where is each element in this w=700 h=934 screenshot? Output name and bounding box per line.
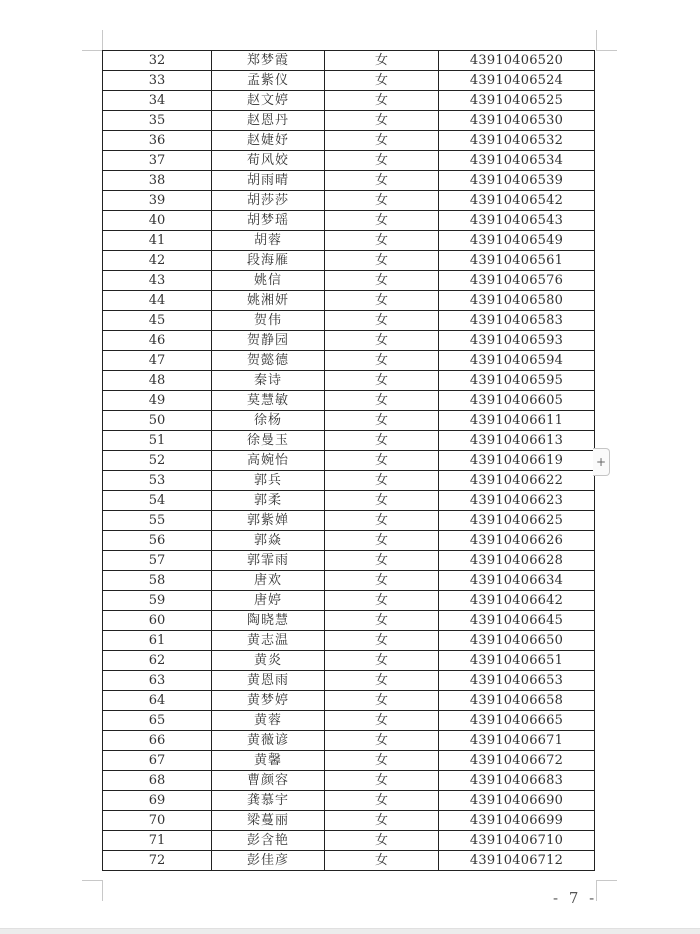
workspace-bottom-edge bbox=[0, 928, 700, 934]
table-row bbox=[103, 751, 595, 771]
id-number-cell[interactable]: 43910406594 bbox=[439, 351, 595, 371]
row-number-cell[interactable]: 39 bbox=[103, 191, 212, 211]
row-number-cell[interactable]: 37 bbox=[103, 151, 212, 171]
gender-cell[interactable]: 女 bbox=[325, 451, 439, 471]
row-number-cell[interactable]: 51 bbox=[103, 431, 212, 451]
gender-cell[interactable]: 女 bbox=[325, 631, 439, 651]
table-row bbox=[103, 191, 595, 211]
name-cell[interactable]: 郭紫婵 bbox=[212, 511, 325, 531]
row-number-cell[interactable]: 55 bbox=[103, 511, 212, 531]
table-row bbox=[103, 671, 595, 691]
id-number-cell[interactable]: 43910406520 bbox=[439, 51, 595, 71]
table-row bbox=[103, 171, 595, 191]
id-number-cell[interactable]: 43910406583 bbox=[439, 311, 595, 331]
name-cell[interactable]: 郭柔 bbox=[212, 491, 325, 511]
row-number-cell[interactable]: 62 bbox=[103, 651, 212, 671]
name-cell[interactable]: 胡蓉 bbox=[212, 231, 325, 251]
name-cell[interactable]: 陶晓慧 bbox=[212, 611, 325, 631]
row-number-cell[interactable]: 44 bbox=[103, 291, 212, 311]
table-row bbox=[103, 471, 595, 491]
name-cell[interactable]: 曹颜容 bbox=[212, 771, 325, 791]
name-cell[interactable]: 彭含艳 bbox=[212, 831, 325, 851]
table-row bbox=[103, 551, 595, 571]
id-number-cell[interactable]: 43910406543 bbox=[439, 211, 595, 231]
id-number-cell[interactable]: 43910406672 bbox=[439, 751, 595, 771]
gender-cell[interactable]: 女 bbox=[325, 591, 439, 611]
plus-icon: + bbox=[595, 455, 607, 469]
id-number-cell[interactable]: 43910406665 bbox=[439, 711, 595, 731]
row-number-cell[interactable]: 35 bbox=[103, 111, 212, 131]
name-cell[interactable]: 秦诗 bbox=[212, 371, 325, 391]
id-number-cell[interactable]: 43910406650 bbox=[439, 631, 595, 651]
gender-cell[interactable]: 女 bbox=[325, 851, 439, 871]
name-cell[interactable]: 郭霏雨 bbox=[212, 551, 325, 571]
gender-cell[interactable]: 女 bbox=[325, 831, 439, 851]
gender-cell[interactable]: 女 bbox=[325, 511, 439, 531]
id-number-cell[interactable]: 43910406623 bbox=[439, 491, 595, 511]
table-row bbox=[103, 331, 595, 351]
id-number-cell[interactable]: 43910406619 bbox=[439, 451, 595, 471]
margin-corner-top-right bbox=[596, 30, 617, 51]
id-number-cell[interactable]: 43910406712 bbox=[439, 851, 595, 871]
table-row bbox=[103, 771, 595, 791]
row-number-cell[interactable]: 68 bbox=[103, 771, 212, 791]
id-number-cell[interactable]: 43910406525 bbox=[439, 91, 595, 111]
gender-cell[interactable]: 女 bbox=[325, 751, 439, 771]
id-number-cell[interactable]: 43910406532 bbox=[439, 131, 595, 151]
name-cell[interactable]: 黄蓉 bbox=[212, 711, 325, 731]
name-cell[interactable]: 唐欢 bbox=[212, 571, 325, 591]
table-row bbox=[103, 151, 595, 171]
table-row bbox=[103, 611, 595, 631]
gender-cell[interactable]: 女 bbox=[325, 351, 439, 371]
table-row bbox=[103, 311, 595, 331]
table-row bbox=[103, 591, 595, 611]
name-cell[interactable]: 徐曼玉 bbox=[212, 431, 325, 451]
table-row bbox=[103, 651, 595, 671]
row-number-cell[interactable]: 57 bbox=[103, 551, 212, 571]
table-row bbox=[103, 251, 595, 271]
row-number-cell[interactable]: 67 bbox=[103, 751, 212, 771]
row-number-cell[interactable]: 43 bbox=[103, 271, 212, 291]
table-row bbox=[103, 371, 595, 391]
id-number-cell[interactable]: 43910406651 bbox=[439, 651, 595, 671]
gender-cell[interactable]: 女 bbox=[325, 671, 439, 691]
id-number-cell[interactable]: 43910406653 bbox=[439, 671, 595, 691]
row-number-cell[interactable]: 40 bbox=[103, 211, 212, 231]
id-number-cell[interactable]: 43910406625 bbox=[439, 511, 595, 531]
gender-cell[interactable]: 女 bbox=[325, 211, 439, 231]
name-cell[interactable]: 黄馨 bbox=[212, 751, 325, 771]
id-number-cell[interactable]: 43910406542 bbox=[439, 191, 595, 211]
row-number-cell[interactable]: 45 bbox=[103, 311, 212, 331]
row-number-cell[interactable]: 33 bbox=[103, 71, 212, 91]
name-cell[interactable]: 赵文婷 bbox=[212, 91, 325, 111]
name-cell[interactable]: 黄恩雨 bbox=[212, 671, 325, 691]
table-row bbox=[103, 811, 595, 831]
id-number-cell[interactable]: 43910406530 bbox=[439, 111, 595, 131]
gender-cell[interactable]: 女 bbox=[325, 431, 439, 451]
name-cell[interactable]: 段海雁 bbox=[212, 251, 325, 271]
name-cell[interactable]: 姚信 bbox=[212, 271, 325, 291]
gender-cell[interactable]: 女 bbox=[325, 231, 439, 251]
gender-cell[interactable]: 女 bbox=[325, 151, 439, 171]
row-number-cell[interactable]: 56 bbox=[103, 531, 212, 551]
id-number-cell[interactable]: 43910406595 bbox=[439, 371, 595, 391]
table-row bbox=[103, 831, 595, 851]
gender-cell[interactable]: 女 bbox=[325, 791, 439, 811]
table-row bbox=[103, 51, 595, 71]
name-cell[interactable]: 胡莎莎 bbox=[212, 191, 325, 211]
margin-corner-bottom-left bbox=[82, 880, 103, 901]
id-number-cell[interactable]: 43910406576 bbox=[439, 271, 595, 291]
table-row bbox=[103, 791, 595, 811]
row-number-cell[interactable]: 49 bbox=[103, 391, 212, 411]
name-cell[interactable]: 郭焱 bbox=[212, 531, 325, 551]
row-number-cell[interactable]: 50 bbox=[103, 411, 212, 431]
table-row bbox=[103, 91, 595, 111]
gender-cell[interactable]: 女 bbox=[325, 91, 439, 111]
name-cell[interactable]: 黄炎 bbox=[212, 651, 325, 671]
id-number-cell[interactable]: 43910406645 bbox=[439, 611, 595, 631]
row-number-cell[interactable]: 72 bbox=[103, 851, 212, 871]
row-number-cell[interactable]: 59 bbox=[103, 591, 212, 611]
id-number-cell[interactable]: 43910406642 bbox=[439, 591, 595, 611]
table-row bbox=[103, 211, 595, 231]
gender-cell[interactable]: 女 bbox=[325, 651, 439, 671]
row-number-cell[interactable]: 69 bbox=[103, 791, 212, 811]
name-cell[interactable]: 贺静园 bbox=[212, 331, 325, 351]
row-number-cell[interactable]: 61 bbox=[103, 631, 212, 651]
gender-cell[interactable]: 女 bbox=[325, 711, 439, 731]
gender-cell[interactable]: 女 bbox=[325, 771, 439, 791]
name-cell[interactable]: 荀风姣 bbox=[212, 151, 325, 171]
row-number-cell[interactable]: 58 bbox=[103, 571, 212, 591]
table-row bbox=[103, 391, 595, 411]
table-row bbox=[103, 511, 595, 531]
gender-cell[interactable]: 女 bbox=[325, 371, 439, 391]
id-number-cell[interactable]: 43910406622 bbox=[439, 471, 595, 491]
row-number-cell[interactable]: 66 bbox=[103, 731, 212, 751]
gender-cell[interactable]: 女 bbox=[325, 271, 439, 291]
gender-cell[interactable]: 女 bbox=[325, 611, 439, 631]
table-row bbox=[103, 351, 595, 371]
gender-cell[interactable]: 女 bbox=[325, 71, 439, 91]
id-number-cell[interactable]: 43910406626 bbox=[439, 531, 595, 551]
name-cell[interactable]: 胡梦瑶 bbox=[212, 211, 325, 231]
table-row bbox=[103, 631, 595, 651]
row-number-cell[interactable]: 64 bbox=[103, 691, 212, 711]
id-number-cell[interactable]: 43910406613 bbox=[439, 431, 595, 451]
row-number-cell[interactable]: 36 bbox=[103, 131, 212, 151]
name-cell[interactable]: 赵恩丹 bbox=[212, 111, 325, 131]
name-cell[interactable]: 高婉怡 bbox=[212, 451, 325, 471]
name-cell[interactable]: 孟紫仪 bbox=[212, 71, 325, 91]
id-number-cell[interactable]: 43910406539 bbox=[439, 171, 595, 191]
gender-cell[interactable]: 女 bbox=[325, 491, 439, 511]
table-row bbox=[103, 731, 595, 751]
gender-cell[interactable]: 女 bbox=[325, 531, 439, 551]
row-number-cell[interactable]: 32 bbox=[103, 51, 212, 71]
gender-cell[interactable]: 女 bbox=[325, 391, 439, 411]
row-number-cell[interactable]: 38 bbox=[103, 171, 212, 191]
gender-cell[interactable]: 女 bbox=[325, 251, 439, 271]
roster-table-body bbox=[103, 51, 595, 871]
id-number-cell[interactable]: 43910406683 bbox=[439, 771, 595, 791]
gender-cell[interactable]: 女 bbox=[325, 471, 439, 491]
row-number-cell[interactable]: 65 bbox=[103, 711, 212, 731]
name-cell[interactable]: 郑梦霞 bbox=[212, 51, 325, 71]
name-cell[interactable]: 贺伟 bbox=[212, 311, 325, 331]
gender-cell[interactable]: 女 bbox=[325, 51, 439, 71]
row-number-cell[interactable]: 46 bbox=[103, 331, 212, 351]
row-number-cell[interactable]: 53 bbox=[103, 471, 212, 491]
gender-cell[interactable]: 女 bbox=[325, 691, 439, 711]
id-number-cell[interactable]: 43910406634 bbox=[439, 571, 595, 591]
gender-cell[interactable]: 女 bbox=[325, 191, 439, 211]
row-number-cell[interactable]: 60 bbox=[103, 611, 212, 631]
id-number-cell[interactable]: 43910406671 bbox=[439, 731, 595, 751]
table-row bbox=[103, 451, 595, 471]
id-number-cell[interactable]: 43910406658 bbox=[439, 691, 595, 711]
gender-cell[interactable]: 女 bbox=[325, 291, 439, 311]
row-number-cell[interactable]: 41 bbox=[103, 231, 212, 251]
id-number-cell[interactable]: 43910406580 bbox=[439, 291, 595, 311]
table-row bbox=[103, 531, 595, 551]
row-number-cell[interactable]: 54 bbox=[103, 491, 212, 511]
name-cell[interactable]: 彭佳彦 bbox=[212, 851, 325, 871]
id-number-cell[interactable]: 43910406593 bbox=[439, 331, 595, 351]
gender-cell[interactable]: 女 bbox=[325, 311, 439, 331]
name-cell[interactable]: 姚湘妍 bbox=[212, 291, 325, 311]
page-number: - 7 - bbox=[553, 889, 598, 907]
id-number-cell[interactable]: 43910406628 bbox=[439, 551, 595, 571]
row-number-cell[interactable]: 71 bbox=[103, 831, 212, 851]
name-cell[interactable]: 龚慕宇 bbox=[212, 791, 325, 811]
gender-cell[interactable]: 女 bbox=[325, 131, 439, 151]
gender-cell[interactable]: 女 bbox=[325, 571, 439, 591]
gender-cell[interactable]: 女 bbox=[325, 411, 439, 431]
name-cell[interactable]: 莫慧敏 bbox=[212, 391, 325, 411]
table-row bbox=[103, 691, 595, 711]
id-number-cell[interactable]: 43910406549 bbox=[439, 231, 595, 251]
row-number-cell[interactable]: 34 bbox=[103, 91, 212, 111]
table-row bbox=[103, 431, 595, 451]
table-row bbox=[103, 711, 595, 731]
name-cell[interactable]: 梁蔓丽 bbox=[212, 811, 325, 831]
row-number-cell[interactable]: 52 bbox=[103, 451, 212, 471]
margin-corner-top-left bbox=[82, 30, 103, 51]
table-row bbox=[103, 491, 595, 511]
row-number-cell[interactable]: 70 bbox=[103, 811, 212, 831]
id-number-cell[interactable]: 43910406605 bbox=[439, 391, 595, 411]
id-number-cell[interactable]: 43910406611 bbox=[439, 411, 595, 431]
gender-cell[interactable]: 女 bbox=[325, 811, 439, 831]
table-row bbox=[103, 131, 595, 151]
table-row bbox=[103, 411, 595, 431]
table-row bbox=[103, 111, 595, 131]
gender-cell[interactable]: 女 bbox=[325, 111, 439, 131]
table-row bbox=[103, 571, 595, 591]
table-row bbox=[103, 851, 595, 871]
id-number-cell[interactable]: 43910406690 bbox=[439, 791, 595, 811]
table-row bbox=[103, 271, 595, 291]
name-cell[interactable]: 唐婷 bbox=[212, 591, 325, 611]
table-row bbox=[103, 291, 595, 311]
row-number-cell[interactable]: 47 bbox=[103, 351, 212, 371]
name-cell[interactable]: 黄薇谚 bbox=[212, 731, 325, 751]
name-cell[interactable]: 胡雨晴 bbox=[212, 171, 325, 191]
name-cell[interactable]: 贺懿德 bbox=[212, 351, 325, 371]
id-number-cell[interactable]: 43910406561 bbox=[439, 251, 595, 271]
add-row-button[interactable] bbox=[593, 448, 610, 476]
id-number-cell[interactable]: 43910406534 bbox=[439, 151, 595, 171]
name-cell[interactable]: 徐杨 bbox=[212, 411, 325, 431]
gender-cell[interactable]: 女 bbox=[325, 731, 439, 751]
row-number-cell[interactable]: 48 bbox=[103, 371, 212, 391]
gender-cell[interactable]: 女 bbox=[325, 551, 439, 571]
id-number-cell[interactable]: 43910406710 bbox=[439, 831, 595, 851]
id-number-cell[interactable]: 43910406524 bbox=[439, 71, 595, 91]
gender-cell[interactable]: 女 bbox=[325, 171, 439, 191]
margin-corner-bottom-right bbox=[596, 880, 617, 901]
name-cell[interactable]: 黄梦婷 bbox=[212, 691, 325, 711]
gender-cell[interactable]: 女 bbox=[325, 331, 439, 351]
name-cell[interactable]: 赵婕妤 bbox=[212, 131, 325, 151]
table-row bbox=[103, 231, 595, 251]
row-number-cell[interactable]: 63 bbox=[103, 671, 212, 691]
table-row bbox=[103, 71, 595, 91]
roster-table bbox=[102, 50, 595, 871]
name-cell[interactable]: 郭兵 bbox=[212, 471, 325, 491]
row-number-cell[interactable]: 42 bbox=[103, 251, 212, 271]
name-cell[interactable]: 黄志温 bbox=[212, 631, 325, 651]
id-number-cell[interactable]: 43910406699 bbox=[439, 811, 595, 831]
